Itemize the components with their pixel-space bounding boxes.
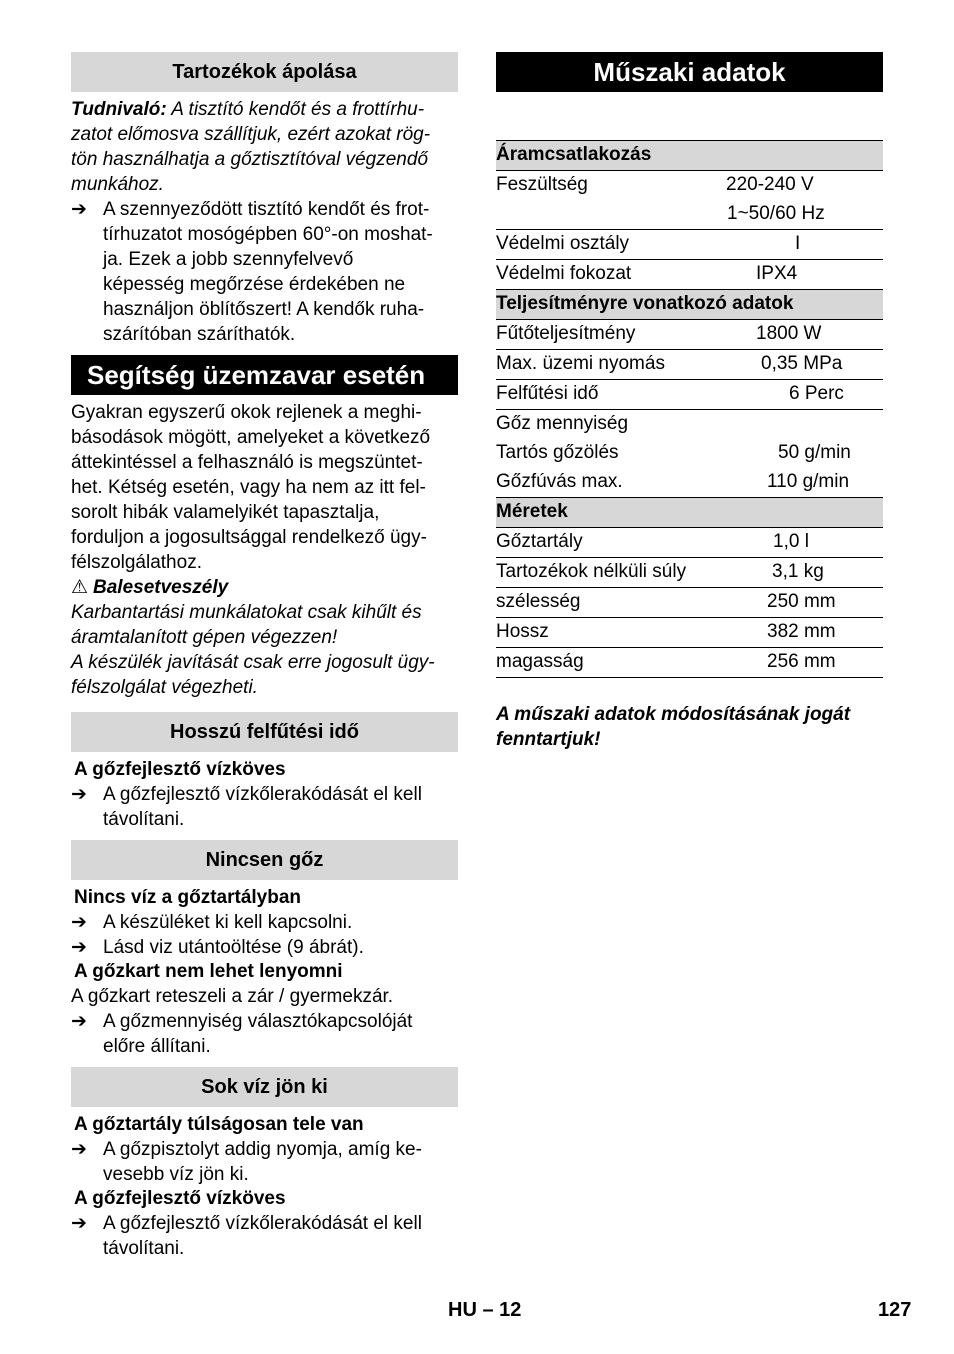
- prot-degree-label: Védelmi fokozat: [496, 263, 632, 284]
- spec-row-voltage: [496, 171, 883, 200]
- care-bullet-line-2: ja. Ezek a jobb szennyfelvevő: [103, 249, 354, 270]
- warning-line-2: A készülék javítását csak erre jogosult ügy-: [71, 652, 435, 673]
- height-value: 256 mm: [767, 651, 836, 672]
- long-heat-heading: Hosszú felfűtési idő: [71, 712, 458, 752]
- cont-steam-value: 50 g/min: [778, 442, 851, 463]
- much-water-bullet-1-line-0: A gőzpisztolyt addig nyomja, amíg ke-: [103, 1139, 422, 1160]
- care-heading: Tartozékok ápolása: [71, 52, 458, 92]
- no-steam-text2: A gőzkart reteszeli a zár / gyermekzár.: [71, 986, 394, 1007]
- long-heat-bullet-line-0: A gőzfejlesztő vízkőlerakódását el kell: [103, 784, 422, 805]
- much-water-sub1: A gőztartály túlságosan tele van: [74, 1114, 364, 1135]
- care-bullet-line-0: A szennyeződött tisztító kendőt és frot-: [103, 199, 430, 220]
- care-bullet-line-4: használjon öblítőszert! A kendők ruha-: [103, 299, 425, 320]
- troubleshoot-heading: Segítség üzemzavar esetén: [71, 355, 458, 395]
- burst-value: 110 g/min: [767, 471, 850, 492]
- troubleshoot-intro-line-5: forduljon a jogosultsággal rendelkező ügy-: [71, 527, 427, 548]
- warning-title: [71, 575, 458, 600]
- weight-value: 3,1 kg: [772, 561, 824, 582]
- no-steam-bullet-0: [71, 910, 458, 935]
- length-value: 382 mm: [767, 621, 836, 642]
- no-steam-bullet-2: [71, 1009, 458, 1059]
- spec-row-tank: [496, 528, 883, 558]
- troubleshoot-intro-line-3: het. Kétség esetén, vagy ha nem az itt fel-: [71, 477, 426, 498]
- arrow-icon: ➔: [71, 912, 87, 933]
- spec-row-heating: [496, 320, 883, 350]
- left-column: [71, 52, 458, 1261]
- no-steam-bullet-0-text: A készüléket ki kell kapcsolni.: [103, 912, 353, 933]
- spec-row-steam-qty: [496, 410, 883, 439]
- care-note-label: Tudnivaló:: [71, 99, 167, 120]
- long-heat-bullet-line-1: távolítani.: [103, 809, 185, 830]
- long-heat-sub: A gőzfejlesztő vízköves: [74, 759, 286, 780]
- right-column: [496, 52, 883, 752]
- heatup-label: Felfűtési idő: [496, 383, 599, 404]
- arrow-icon: ➔: [71, 937, 87, 958]
- long-heat-bullet: [71, 782, 458, 832]
- prot-class-label: Védelmi osztály: [496, 233, 630, 254]
- width-value: 250 mm: [767, 591, 836, 612]
- no-steam-heading: Nincsen gőz: [71, 840, 458, 880]
- arrow-icon: ➔: [71, 1213, 87, 1234]
- warning-line-0: Karbantartási munkálatokat csak kihűlt és: [71, 602, 422, 623]
- spec-head-power-label: Áramcsatlakozás: [496, 144, 652, 165]
- care-bullet-line-3: képesség megőrzése érdekében ne: [103, 274, 406, 295]
- much-water-sub2: A gőzfejlesztő vízköves: [74, 1188, 286, 1209]
- no-steam-bullet-2-line-0: A gőzmennyiség választókapcsolóját: [103, 1011, 413, 1032]
- length-label: Hossz: [496, 621, 549, 642]
- spec-row-cont-steam: [496, 439, 883, 468]
- prot-class-value: I: [795, 233, 801, 254]
- spec-row-heatup: [496, 380, 883, 410]
- spec-table: [496, 140, 883, 678]
- tank-value: 1,0 l: [773, 531, 809, 552]
- voltage-label: Feszültség: [496, 174, 588, 195]
- spec-row-length: [496, 618, 883, 648]
- care-note-line-1: zatot előmosva szállítjuk, ezért azokat rög-: [71, 124, 431, 145]
- tank-label: Gőztartály: [496, 531, 583, 552]
- specs-disclaimer-line-0: A műszaki adatok módosításának jogát: [496, 704, 851, 725]
- no-steam-bullet-1: [71, 935, 458, 960]
- spec-row-height: [496, 648, 883, 678]
- footer-section-label: HU – 12: [448, 1299, 522, 1321]
- weight-label: Tartozékok nélküli súly: [496, 561, 687, 582]
- voltage-value: 220-240 V: [726, 174, 814, 195]
- specs-heading: Műszaki adatok: [496, 52, 883, 92]
- warning-triangle-icon: ⚠: [71, 577, 89, 598]
- much-water-bullet-2-line-0: A gőzfejlesztő vízkőlerakódását el kell: [103, 1213, 422, 1234]
- heatup-value: 6 Perc: [789, 383, 844, 404]
- troubleshoot-intro-line-0: Gyakran egyszerű okok rejlenek a meghi-: [71, 402, 422, 423]
- troubleshoot-intro-line-2: áttekintéssel a felhasználó is megszüntet-: [71, 452, 423, 473]
- spec-row-burst: [496, 468, 883, 498]
- no-steam-sub2: A gőzkart nem lehet lenyomni: [74, 961, 343, 982]
- arrow-icon: ➔: [71, 1139, 87, 1160]
- spec-row-frequency: [496, 200, 883, 230]
- troubleshoot-intro-line-6: félszolgálathoz.: [71, 552, 202, 573]
- spec-row-width: [496, 588, 883, 618]
- care-note-line-0-rest: A tisztító kendőt és a frottírhu-: [171, 99, 425, 120]
- pressure-label: Max. üzemi nyomás: [496, 353, 665, 374]
- burst-label: Gőzfúvás max.: [496, 471, 623, 492]
- steam-qty-label: Gőz mennyiség: [496, 413, 629, 434]
- height-label: magasság: [496, 651, 584, 672]
- heating-value: 1800 W: [756, 323, 822, 344]
- spec-row-prot-class: [496, 230, 883, 260]
- spec-head-power: [496, 140, 883, 171]
- care-bullet: [71, 197, 458, 347]
- spec-head-dimensions-label: Méretek: [496, 501, 568, 522]
- arrow-icon: ➔: [71, 199, 87, 220]
- care-note: [71, 97, 458, 122]
- no-steam-sub1: Nincs víz a gőztartályban: [74, 887, 302, 908]
- much-water-bullet-1-line-1: vesebb víz jön ki.: [103, 1164, 249, 1185]
- heating-label: Fűtőteljesítmény: [496, 323, 636, 344]
- care-bullet-line-5: szárítóban száríthatók.: [103, 324, 296, 345]
- pressure-value: 0,35 MPa: [761, 353, 843, 374]
- spec-head-performance: [496, 290, 883, 320]
- spec-row-prot-degree: [496, 260, 883, 290]
- spec-row-pressure: [496, 350, 883, 380]
- care-bullet-line-1: tírhuzatot mosógépben 60°-on moshat-: [103, 224, 433, 245]
- arrow-icon: ➔: [71, 784, 87, 805]
- troubleshoot-intro-line-1: básodások mögött, amelyeket a következő: [71, 427, 431, 448]
- cont-steam-label: Tartós gőzölés: [496, 442, 619, 463]
- much-water-heading: Sok víz jön ki: [71, 1067, 458, 1107]
- much-water-bullet-2-line-1: távolítani.: [103, 1238, 185, 1259]
- spec-head-performance-label: Teljesítményre vonatkozó adatok: [496, 293, 794, 314]
- frequency-value: 1~50/60 Hz: [727, 203, 825, 224]
- footer-page-number: 127: [878, 1299, 912, 1321]
- warning-line-1: áramtalanított gépen végezzen!: [71, 627, 338, 648]
- spec-row-weight: [496, 558, 883, 588]
- care-note-line-2: tön használhatja a gőztisztítóval végzendő: [71, 149, 429, 170]
- no-steam-bullet-1-text: Lásd viz utántoöltése (9 ábrát).: [103, 937, 364, 958]
- prot-degree-value: IPX4: [756, 263, 798, 284]
- warning-line-3: félszolgálat végezheti.: [71, 677, 258, 698]
- specs-disclaimer-line-1: fenntartjuk!: [496, 729, 601, 750]
- spec-head-dimensions: [496, 498, 883, 528]
- much-water-bullet-1: [71, 1137, 458, 1187]
- care-note-line-3: munkához.: [71, 174, 164, 195]
- specs-disclaimer: [496, 702, 883, 752]
- arrow-icon: ➔: [71, 1011, 87, 1032]
- warning-label: Balesetveszély: [93, 577, 229, 598]
- troubleshoot-intro-line-4: sorolt hibák valamelyikét tapasztalja,: [71, 502, 380, 523]
- no-steam-bullet-2-line-1: előre állítani.: [103, 1036, 211, 1057]
- width-label: szélesség: [496, 591, 581, 612]
- much-water-bullet-2: [71, 1211, 458, 1261]
